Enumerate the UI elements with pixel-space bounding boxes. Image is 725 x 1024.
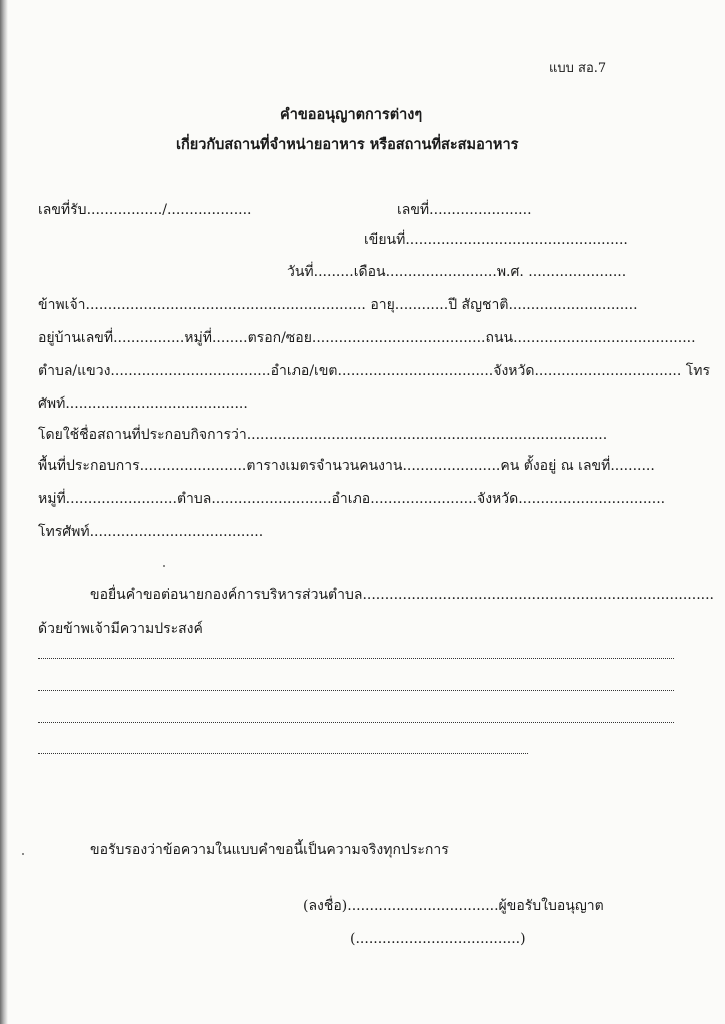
scan-speck — [163, 565, 165, 567]
signature-field[interactable]: (ลงชื่อ)..................................ผู้ขอรับใบอนุญาต — [303, 898, 604, 914]
printed-name-field[interactable]: (.....................................) — [350, 931, 526, 947]
form-title-line2: เกี่ยวกับสถานที่จำหน่ายอาหาร หรือสถานที่สะสมอาหาร — [176, 136, 519, 153]
written-at-field[interactable]: เขียนที่.................................................. — [364, 232, 628, 248]
date-field[interactable]: วันที่.........เดือน.........................พ.ศ. ...................... — [287, 264, 627, 280]
purpose-line-2[interactable] — [38, 689, 674, 691]
scan-edge-shadow — [0, 0, 8, 1024]
scan-speck — [22, 853, 24, 855]
business-name-field[interactable]: โดยใช้ชื่อสถานที่ประกอบกิจการว่า................................................................................. — [38, 427, 608, 443]
purpose-line-1[interactable] — [38, 657, 674, 659]
applicant-address-field[interactable]: อยู่บ้านเลขที่................หมู่ที่........ตรอก/ซอย.......................................ถนน......................................... — [38, 330, 696, 346]
purpose-line-4[interactable] — [38, 752, 528, 754]
purpose-line-3[interactable] — [38, 721, 674, 723]
certification-statement: ขอรับรองว่าข้อความในแบบคำขอนี้เป็นความจริงทุกประการ — [90, 842, 449, 858]
applicant-district-field[interactable]: ตำบล/แขวง....................................อำเภอ/เขต...................................จังหวัด................................. โทร — [38, 363, 711, 379]
applicant-phone-field[interactable]: ศัพท์......................................... — [38, 396, 248, 412]
submit-to-field[interactable]: ขอยื่นคำขอต่อนายกองค์การบริหารส่วนตำบล............................................................................... — [90, 587, 715, 603]
document-number-field[interactable]: เลขที่....................... — [397, 202, 532, 218]
receipt-number-field[interactable]: เลขที่รับ................./................... — [38, 202, 252, 218]
applicant-name-field[interactable]: ข้าพเจ้า............................................................... อายุ............ปี สัญชาติ............................. — [38, 297, 638, 313]
business-phone-field[interactable]: โทรศัพท์....................................... — [38, 524, 264, 540]
purpose-label: ด้วยข้าพเจ้ามีความประสงค์ — [38, 621, 203, 637]
form-title-line1: คำขออนุญาตการต่างๆ — [280, 106, 423, 123]
business-area-field[interactable]: พื้นที่ประกอบการ........................ตารางเมตรจำนวนคนงาน......................คน ตั้งอยู่ ณ เลขที่.......... — [38, 458, 655, 474]
business-location-field[interactable]: หมู่ที่.........................ตำบล...........................อำเภอ........................จังหวัด................................. — [38, 491, 666, 507]
form-code: แบบ สอ.7 — [549, 61, 607, 76]
